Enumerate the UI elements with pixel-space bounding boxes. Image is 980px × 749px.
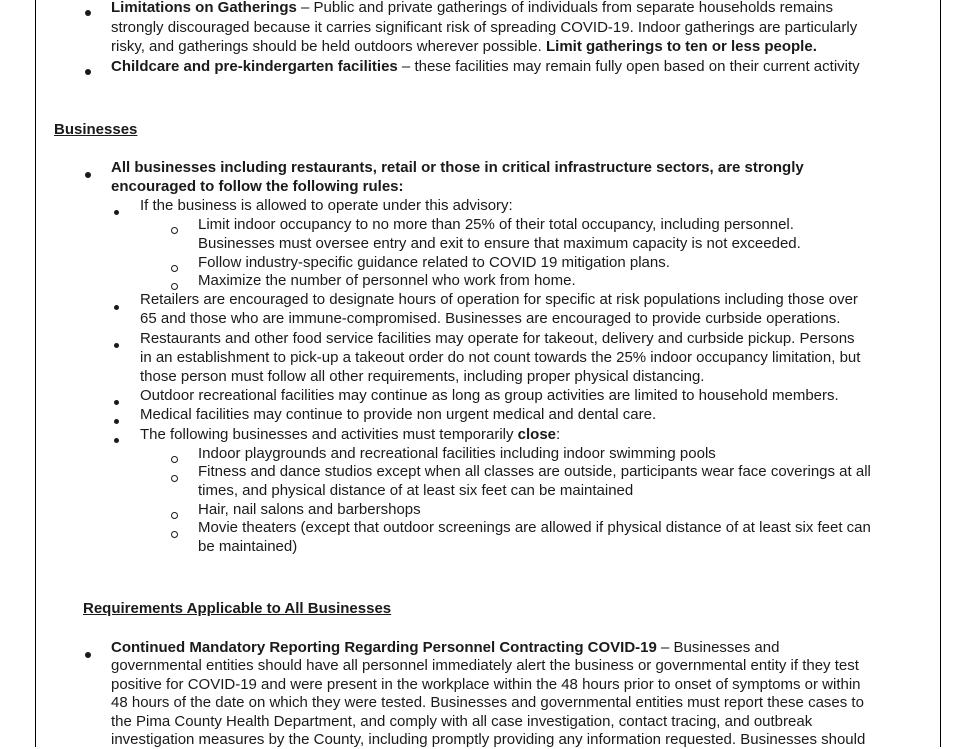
retail-line-2: 65 and those who are immune-compromised. Businesses are encouraged to provide curbside operations. <box>140 310 841 327</box>
gatherings-line-3 <box>111 37 817 56</box>
bullet-icon <box>85 2 91 21</box>
close-item-2-line-2: times, and physical distance of at least six feet can be maintained <box>198 482 634 499</box>
businesses-title: Businesses <box>54 121 138 138</box>
bullet-icon <box>114 391 119 410</box>
gatherings-limit: Limit gatherings to ten or less people. <box>545 38 817 55</box>
food-line-3: those person must follow all other requirements, including proper physical distancing. <box>140 368 705 385</box>
circle-bullet-icon <box>171 449 178 468</box>
circle-bullet-icon <box>171 220 178 239</box>
circle-bullet-icon <box>171 468 178 487</box>
circle-bullet-icon <box>171 505 178 524</box>
close-item-4-line-1: Movie theaters (except that outdoor screenings are allowed if physical distance of at least six feet can <box>198 519 871 536</box>
allowed-intro: If the business is allowed to operate under this advisory: <box>140 197 513 214</box>
businesses-lead-1: All businesses including restaurants, retail or those in critical infrastructure sectors, are strongly <box>111 159 804 176</box>
childcare-heading: Childcare and pre-kindergarten facilities <box>111 58 398 75</box>
close-item-3: Hair, nail salons and barbershops <box>198 501 421 518</box>
requirements-line-4: 48 hours of the date on which they were tested. Businesses and governmental entities must report these cases to <box>111 694 864 711</box>
sub-item-1-line-1: Limit indoor occupancy to no more than 25% of their total occupancy, including personnel. <box>198 216 794 233</box>
gatherings-heading: Limitations on Gatherings <box>111 0 297 16</box>
requirements-heading: Continued Mandatory Reporting Regarding Personnel Contracting COVID-19 <box>111 639 657 656</box>
bullet-icon <box>114 429 119 448</box>
outdoor-line: Outdoor recreational facilities may continue as long as group activities are limited to household members. <box>140 387 839 404</box>
close-intro: The following businesses and activities must temporarily <box>140 426 518 443</box>
requirements-line-1 <box>111 638 779 657</box>
requirements-line-1-rest: – Businesses and <box>656 639 780 656</box>
sub-item-2: Follow industry-specific guidance related to COVID 19 mitigation plans. <box>198 254 670 271</box>
circle-bullet-icon <box>171 258 178 277</box>
close-colon: : <box>556 426 561 443</box>
bullet-icon <box>85 644 91 663</box>
food-line-1: Restaurants and other food service facilities may operate for takeout, delivery and curbside pickup. Persons <box>140 330 855 347</box>
close-item-1: Indoor playgrounds and recreational facilities including indoor swimming pools <box>198 445 716 462</box>
sub-item-1-line-2: Businesses must oversee entry and exit to ensure that maximum capacity is not exceeded. <box>198 235 801 252</box>
bullet-icon <box>114 201 119 220</box>
close-item-2-line-1: Fitness and dance studios except when all classes are outside, participants wear face coverings at all <box>198 463 871 480</box>
requirements-line-5: the Pima County Health Department, and comply with all case investigation, contact tracing, and outbreak <box>111 713 813 730</box>
requirements-line-3: positive for COVID-19 and were present in the workplace within the 48 hours prior to onset of symptoms or within <box>111 676 861 693</box>
bullet-icon <box>114 410 119 429</box>
food-line-2: in an establishment to pick-up a takeout order do not count towards the 25% indoor occupancy limitation, but <box>140 349 861 366</box>
gatherings-line-2: strongly discouraged because it carries significant risk of spreading COVID-19. Indoor gatherings are particularly <box>111 19 858 36</box>
gatherings-line-1 <box>111 0 833 17</box>
childcare-line <box>111 57 860 76</box>
medical-line: Medical facilities may continue to provide non urgent medical and dental care. <box>140 406 657 423</box>
requirements-line-6: investigation measures by the County, including promptly providing any information requested. Businesses should <box>111 731 866 748</box>
retail-line-1: Retailers are encouraged to designate hours of operation for specific at risk populations including those over <box>140 291 858 308</box>
bullet-icon <box>85 61 91 80</box>
bullet-icon <box>114 296 119 315</box>
gatherings-text: – Public and private gatherings of individuals from separate households remains <box>296 0 833 16</box>
close-intro-line <box>140 425 560 444</box>
close-word: close <box>517 426 557 443</box>
requirements-title: Requirements Applicable to All Businesses <box>83 600 392 617</box>
gatherings-text-3: risky, and gatherings should be held outdoors wherever possible. <box>111 38 546 55</box>
bullet-icon <box>114 334 119 353</box>
bullet-icon <box>85 164 91 183</box>
childcare-text: – these facilities may remain fully open based on their current activity <box>397 58 860 75</box>
circle-bullet-icon <box>171 524 178 543</box>
close-item-4-line-2: be maintained) <box>198 538 298 555</box>
businesses-lead-2: encouraged to follow the following rules: <box>111 178 404 195</box>
sub-item-3: Maximize the number of personnel who work from home. <box>198 272 576 289</box>
requirements-line-2: governmental entities should have all personnel immediately alert the business or governmental entity if they test <box>111 657 859 674</box>
